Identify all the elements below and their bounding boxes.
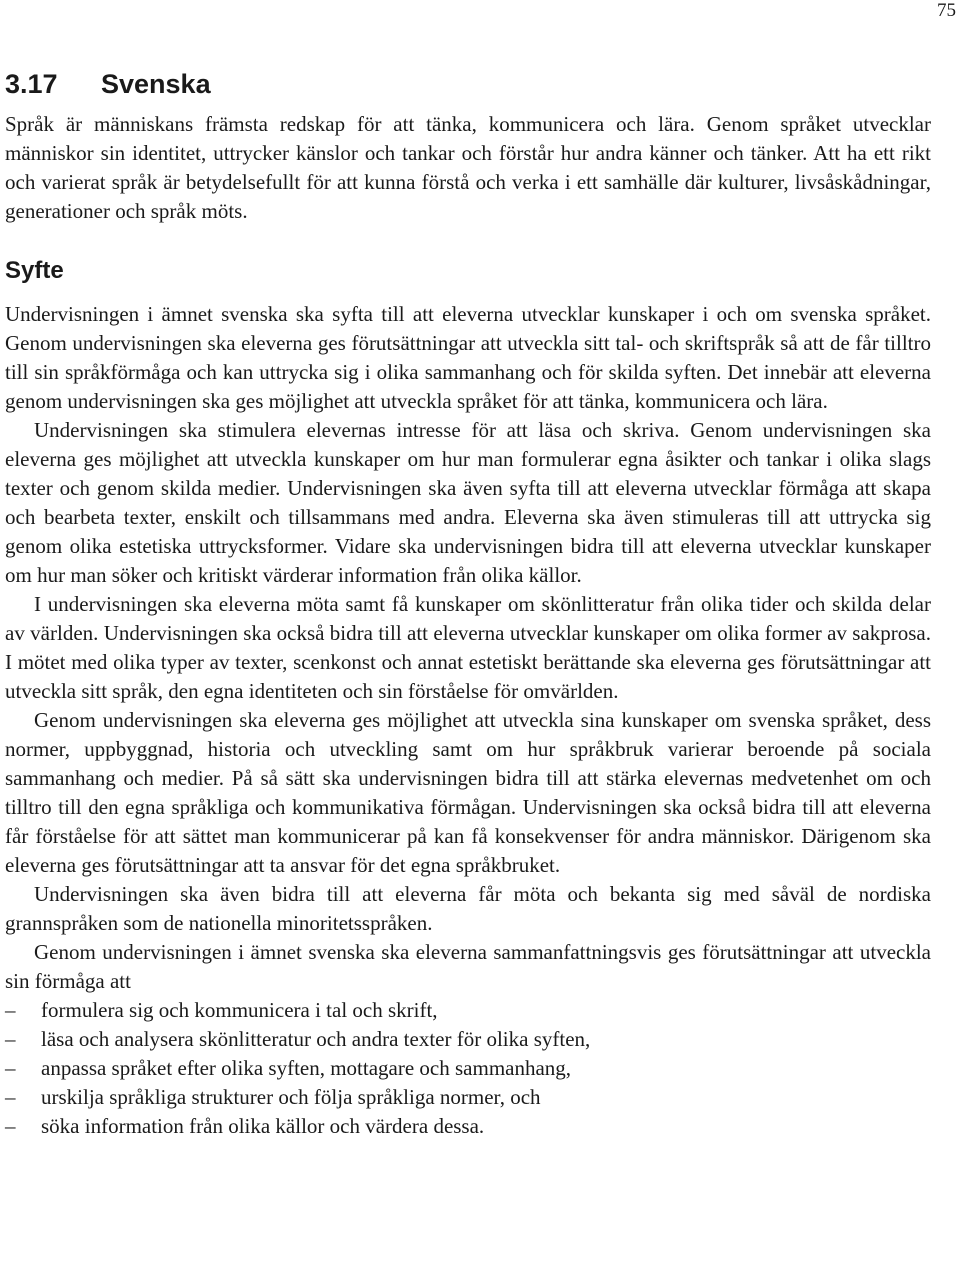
syfte-heading: Syfte: [5, 257, 64, 284]
list-item: [5, 1025, 931, 1054]
syfte-paragraph-6: Genom undervisningen i ämnet svenska ska eleverna sammanfattningsvis ges förutsättningar att utveckla sin förmåga att: [5, 940, 931, 993]
goals-list: [5, 996, 931, 1141]
list-item-text: läsa och analysera skönlitteratur och andra texter för olika syften,: [41, 1027, 591, 1051]
dash-bullet: –: [5, 1056, 16, 1080]
syfte-paragraph-4: Genom undervisningen ska eleverna ges möjlighet att utveckla sina kunskaper om svenska språket, dess normer, uppbyggnad, historia och utveckling samt om hur språkbruk varierar beroende på sociala sammanhang och medier. På så sätt ska undervisningen bidra till att stärka elevernas medvetenhet om och tilltro till den egna språkliga och kommunikativa förmågan. Undervisningen ska också bidra till att eleverna får förståelse för att sättet man kommunicerar på kan få konsekvenser för andra människor. Därigenom ska eleverna ges förutsättningar att ta ansvar för det egna språkbruket.: [5, 708, 931, 877]
intro-paragraph: Språk är människans främsta redskap för att tänka, kommunicera och lära. Genom språket utvecklar människor sin identitet, uttrycker känslor och tankar och förstår hur andra känner och tänker. Att ha ett rikt och varierat språk är betydelsefullt för att kunna förstå och verka i ett samhälle där kulturer, livsåskådningar, generationer och språk möts.: [5, 112, 931, 223]
document-body: [5, 66, 931, 1141]
syfte-paragraph-2: Undervisningen ska stimulera elevernas intresse för att läsa och skriva. Genom undervisningen ska eleverna ges möjlighet att utveckla kunskaper om hur man formulerar egna åsikter och tankar i olika slags texter och genom skilda medier. Undervisningen ska även syfta till att eleverna utvecklar förmåga att skapa och bearbeta texter, enskilt och tillsammans med andra. Eleverna ska även stimuleras till att uttrycka sig genom olika estetiska uttrycksformer. Vidare ska undervisningen bidra till att eleverna utvecklar kunskaper om hur man söker och kritiskt värderar information från olika källor.: [5, 418, 931, 587]
section-title: Svenska: [101, 69, 211, 99]
list-item-text: urskilja språkliga strukturer och följa språkliga normer, och: [41, 1085, 541, 1109]
page-number: 75: [937, 0, 956, 21]
list-item-text: anpassa språket efter olika syften, mottagare och sammanhang,: [41, 1056, 572, 1080]
dash-bullet: –: [5, 998, 16, 1022]
dash-bullet: –: [5, 1027, 16, 1051]
section-number: 3.17: [5, 69, 58, 99]
syfte-paragraph-1: Undervisningen i ämnet svenska ska syfta till att eleverna utvecklar kunskaper i och om svenska språket. Genom undervisningen ska eleverna ges förutsättningar att utveckla sitt tal- och skriftspråk så att de får tilltro till sin språkförmåga och kan uttrycka sig i olika sammanhang och för skilda syften. Det innebär att eleverna genom undervisningen ska ges möjlighet att utveckla språket för att tänka, kommunicera och lära.: [5, 302, 931, 413]
dash-bullet: –: [5, 1085, 16, 1109]
dash-bullet: –: [5, 1114, 16, 1138]
list-item-text: söka information från olika källor och värdera dessa.: [41, 1114, 485, 1138]
section-heading: [5, 66, 931, 110]
list-item: [5, 1054, 931, 1083]
syfte-paragraph-3: I undervisningen ska eleverna möta samt få kunskaper om skönlitteratur från olika tider och skilda delar av världen. Undervisningen ska också bidra till att eleverna utvecklar kunskaper om olika former av sakprosa. I mötet med olika typer av texter, scenkonst och annat estetiskt berättande ska eleverna ges förutsättningar att utveckla sitt språk, den egna identiteten och sin förståelse för omvärlden.: [5, 592, 931, 703]
list-item: [5, 1112, 931, 1141]
list-item: [5, 996, 931, 1025]
syfte-paragraph-5: Undervisningen ska även bidra till att eleverna får möta och bekanta sig med såväl de nordiska grannspråken som de nationella minoritetsspråken.: [5, 882, 931, 935]
list-item-text: formulera sig och kommunicera i tal och skrift,: [41, 998, 438, 1022]
list-item: [5, 1083, 931, 1112]
